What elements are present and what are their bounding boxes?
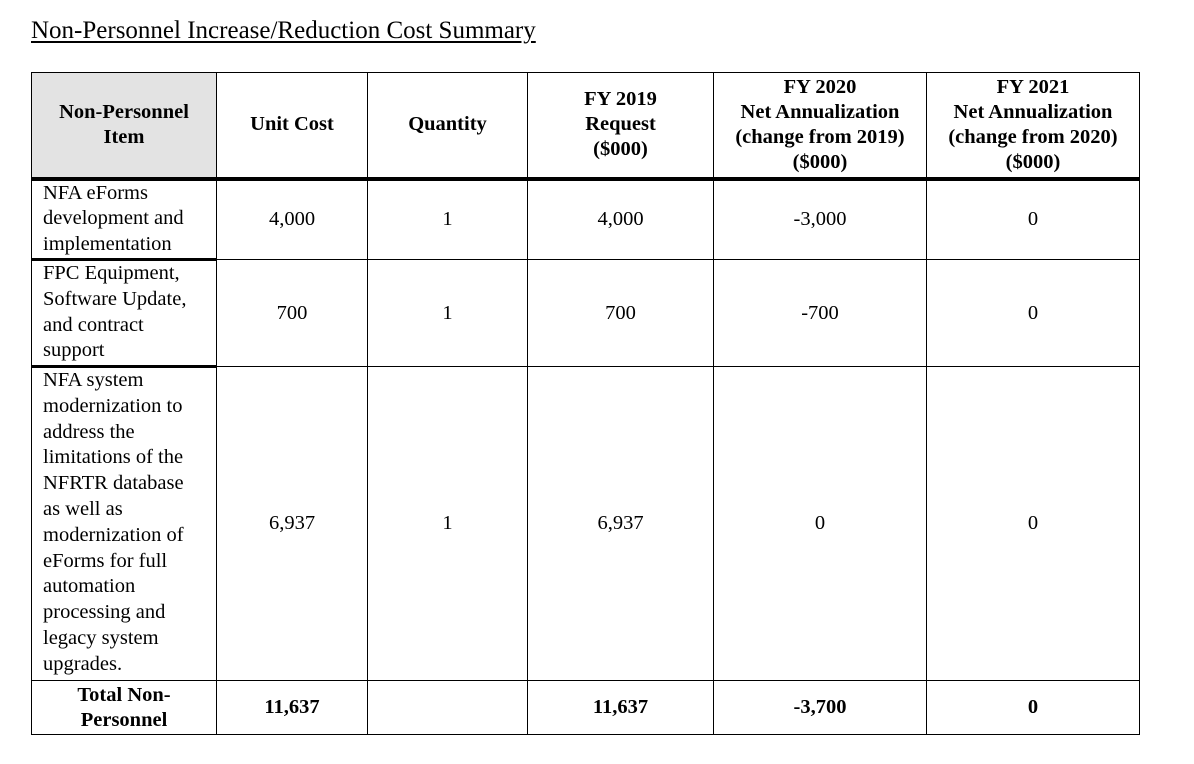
total-fy2020-cell: -3,700 (714, 681, 927, 735)
table-row (32, 367, 1140, 681)
fy2021-cell: 0 (927, 179, 1140, 260)
quantity-cell: 1 (368, 367, 528, 681)
header-item: Non-Personnel Item (32, 73, 217, 179)
total-quantity-cell (368, 681, 528, 735)
cost-summary-table (31, 72, 1140, 735)
unit-cost-cell: 700 (217, 260, 368, 367)
fy2019-cell: 700 (528, 260, 714, 367)
table-row (32, 179, 1140, 260)
header-quantity: Quantity (368, 73, 528, 179)
fy2020-cell: -700 (714, 260, 927, 367)
fy2019-cell: 4,000 (528, 179, 714, 260)
fy2020-cell: -3,000 (714, 179, 927, 260)
fy2021-cell: 0 (927, 367, 1140, 681)
header-unit-cost: Unit Cost (217, 73, 368, 179)
header-row (32, 73, 1140, 179)
unit-cost-cell: 6,937 (217, 367, 368, 681)
header-fy2021: FY 2021 Net Annualization (change from 2020) ($000) (927, 73, 1140, 179)
total-fy2021-cell: 0 (927, 681, 1140, 735)
total-label-cell: Total Non- Personnel (32, 681, 217, 735)
fy2020-cell: 0 (714, 367, 927, 681)
total-fy2019-cell: 11,637 (528, 681, 714, 735)
unit-cost-cell: 4,000 (217, 179, 368, 260)
header-fy2020: FY 2020 Net Annualization (change from 2019) ($000) (714, 73, 927, 179)
item-cell: NFA system modernization to address the limitations of the NFRTR database as well as modernization of eForms for full automation processing and legacy system upgrades. (32, 367, 217, 681)
item-cell: NFA eForms development and implementation (32, 179, 217, 260)
quantity-cell: 1 (368, 260, 528, 367)
total-row (32, 681, 1140, 735)
table-row (32, 260, 1140, 367)
header-fy2019: FY 2019 Request ($000) (528, 73, 714, 179)
quantity-cell: 1 (368, 179, 528, 260)
fy2019-cell: 6,937 (528, 367, 714, 681)
item-cell: FPC Equipment, Software Update, and contract support (32, 260, 217, 367)
fy2021-cell: 0 (927, 260, 1140, 367)
total-unit-cost-cell: 11,637 (217, 681, 368, 735)
page-title: Non-Personnel Increase/Reduction Cost Summary (31, 17, 536, 44)
